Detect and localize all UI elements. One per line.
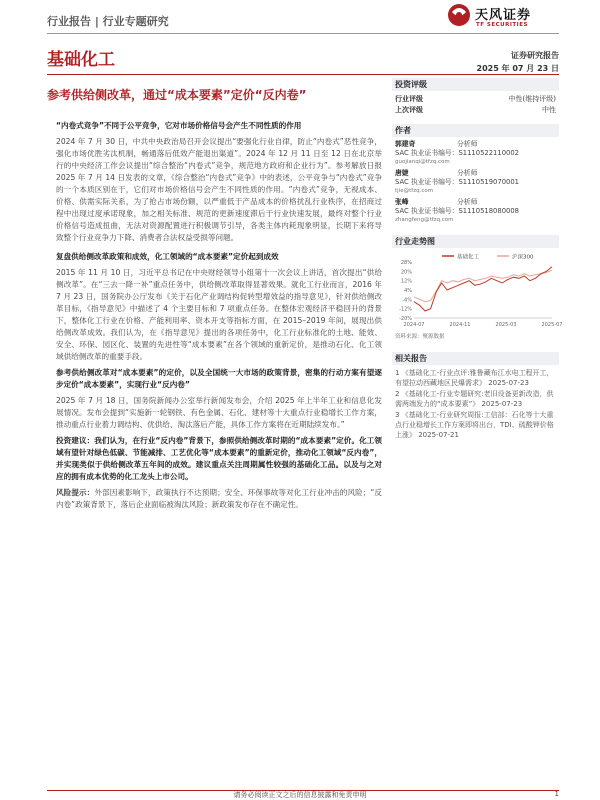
series-line xyxy=(414,267,552,311)
report-category: 行业报告 | 行业专题研究 xyxy=(47,15,169,28)
author-name: 张峰 xyxy=(395,198,409,206)
trend-chart xyxy=(392,252,563,332)
author-name: 唐婕 xyxy=(395,169,409,177)
author-email[interactable]: zhangfeng@tfzq.com xyxy=(395,217,454,223)
author-role: 分析师 xyxy=(457,140,478,148)
author-email[interactable]: guojianqi@tfzq.com xyxy=(395,159,450,165)
body-paragraph: 2015 年 11 月 10 日，习近平总书记在中央财经领导小组第十一次会议上讲话，首次提出“供给侧改革”。在“三去一降一补”重点任务中，供给侧改革取得显著效果。就化工行业而言，2016 年 7 月 23 日，国务院办公厅发布《关于石化产业调结构促转型增效益的指导意见》，针对供给侧改革目标，《指导意见》中描述了 4 个主要目标和 7 项重点任务。在整体宏观经济平稳回升的背景下，整体化工行业在价格、产能利用率、资本开支等指标方面，在 2015–2019 年间，展现出供给侧改革成效。我们认为，在《指导意见》提出的各项任务中，化工行业标准化的土地、能效、安全、环保、园区化、装置的先进性等“成本要素”在各个领域的重新定价，是推动石化、化工领域供给侧改革的重要手段。 xyxy=(56,268,382,361)
author-cert: SAC 执业证书编号：S1110518080008 xyxy=(395,207,519,215)
author-card xyxy=(392,169,559,196)
rating-label: 上次评级 xyxy=(395,106,423,114)
related-report-item[interactable]: 1 《基础化工-行业点评:雅鲁藏布江水电工程开工，有望拉动西藏地区民爆需求》 2025-07-23 xyxy=(395,369,554,387)
x-tick-label: 2025-03 xyxy=(495,322,517,328)
rating-value: 中性(维持评级) xyxy=(508,95,556,103)
related-report-item[interactable]: 2 《基础化工-行业专题研究:老旧设备更新改造，供需两端发力的“成本要素”》 2025-07-23 xyxy=(395,390,554,408)
x-tick-label: 2024-07 xyxy=(403,322,425,328)
x-tick-label: 2024-11 xyxy=(449,322,471,328)
y-tick-label: 4% xyxy=(404,288,412,294)
trend-chart-svg xyxy=(392,252,563,332)
section-heading: “内卷式竞争”不同于公平竞争，它对市场价格信号会产生不同性质的作用 xyxy=(56,121,302,130)
legend-label: 基础化工 xyxy=(457,254,480,261)
risk-warning-lead: 风险提示： xyxy=(56,488,95,497)
y-tick-label: -4% xyxy=(402,297,412,304)
y-tick-label: 20% xyxy=(400,269,412,276)
trend-chart-heading: 行业走势图 xyxy=(392,235,559,248)
report-type: 证券研究报告 xyxy=(511,51,559,60)
related-report-item[interactable]: 3 《基础化工-行业研究周报:工信部：石化等十大重点行业稳增长工作方案即将出台，TDI、硫酸钾价格上涨》 2025-07-21 xyxy=(395,411,554,439)
sector-divider xyxy=(47,74,559,75)
author-name: 郭建奇 xyxy=(395,140,416,148)
report-title: 参考供给侧改革，通过“成本要素”定价“反内卷” xyxy=(47,88,307,102)
report-date: 2025 年 07 月 23 日 xyxy=(476,64,559,73)
author-card xyxy=(392,140,559,167)
author-role: 分析师 xyxy=(457,169,478,177)
body-paragraph: 2025 年 7 月 18 日，国务院新闻办公室举行新闻发布会，介绍 2025 年上半年工业和信息化发展情况。发布会提到“实施新一轮钢铁、有色金属、石化、建材等十大重点行业稳增长工作方案，推动重点行业着力调结构、优供给、淘汰落后产能，具体工作方案将在近期陆续发布。” xyxy=(56,396,382,429)
body-paragraph: 2024 年 7 月 30 日，中共中央政治局召开会议提出“要强化行业自律，防止“内卷式”恶性竞争，强化市场优胜劣汰机制，畅通落后低效产能退出渠道”。2024 年 12 月 11 日至 12 日在北京举行的中央经济工作会议提出“综合整治“内卷式”竞争，规范地方政府和企业行为”。参考解放日报 2025 年 7 月 14 日发表的文章，《综合整治“内卷式”竞争》中的表述，公平竞争与“内卷式”竞争的一个本质区别在于，它们对市场价格信号会产生不同性质的作用。“内卷式”竞争，无视成本、价格、供需实际关系，为了抢占市场份额，以严重低于产品成本的价格扰乱行业秩序，在招商过程中出现过度承诺现象，加之相关标准、规范的更新速度滞后于行业快速发展，最终对整个行业价格信号造成扭曲，无法对资源配置进行积极调节引导，各类主体内耗现象明显，长期下来将导致整个行业竞争力下降、消费者合法权益受损等问题。 xyxy=(56,137,382,242)
section-heading: 复盘供给侧改革政策和成效，化工领域的“成本要素”定价起到成效 xyxy=(56,252,279,261)
company-logo-text: 天风证券 xyxy=(475,8,532,23)
y-tick-label: -12% xyxy=(399,306,412,313)
rating-value: 中性 xyxy=(542,106,556,114)
section-heading: 参考供给侧改革对“成本要素”的定价，以及全国统一大市场的政策背景，密集的行动方案有望逐步定价“成本要素”，实现行业“反内卷” xyxy=(56,368,382,389)
author-cert: SAC 执业证书编号：S1110519070001 xyxy=(395,178,519,186)
page-number: 1 xyxy=(554,790,559,798)
author-cert: SAC 执业证书编号：S1110522110002 xyxy=(395,149,519,157)
author-email[interactable]: tjie@tfzq.com xyxy=(395,188,434,194)
chart-source: 资料来源：聚源数据 xyxy=(395,334,445,340)
investment-advice: 投资建议：我们认为，在行业“反内卷”背景下，参照供给侧改革时期的“成本要素”定价。化工领域有望针对绿色低碳、节能减排、工艺优化等“成本要素”的重新定价，推动化工领域“反内卷”，并实现类似于供给侧改革五年间的成效。建议重点关注周期属性较强的基础化工品。以及与之对应的拥有成本优势的化工龙头上市公司。 xyxy=(56,436,382,481)
y-tick-label: 28% xyxy=(400,260,412,266)
author-heading: 作者 xyxy=(392,124,559,137)
report-body xyxy=(56,120,382,515)
rating-row xyxy=(392,94,559,105)
author-card xyxy=(392,198,559,225)
rating-row xyxy=(392,105,559,116)
disclaimer-note: 请务必阅读正文之后的信息披露和免责申明 xyxy=(233,791,367,799)
related-reports-heading: 相关报告 xyxy=(392,352,559,365)
risk-warning xyxy=(56,487,382,511)
rating-heading: 投资评级 xyxy=(392,78,559,91)
sector-title: 基础化工 xyxy=(47,50,115,70)
x-tick-label: 2025-07 xyxy=(541,322,563,328)
risk-warning-text: 外部因素影响下，政策执行不达预期；安全、环保事故等对化工行业冲击的风险；“反内卷”政策背景下，落后企业面临被淘汰风险；新政策发布存在不确定性。 xyxy=(56,488,383,509)
sidebar xyxy=(392,78,563,441)
y-tick-label: 12% xyxy=(400,278,412,285)
rating-label: 行业评级 xyxy=(395,95,423,103)
header-divider xyxy=(47,33,559,34)
author-role: 分析师 xyxy=(457,198,478,206)
company-logo-subtext: TF SECURITIES xyxy=(476,22,528,28)
legend-label: 沪深300 xyxy=(512,254,534,261)
y-tick-label: -20% xyxy=(399,316,412,322)
